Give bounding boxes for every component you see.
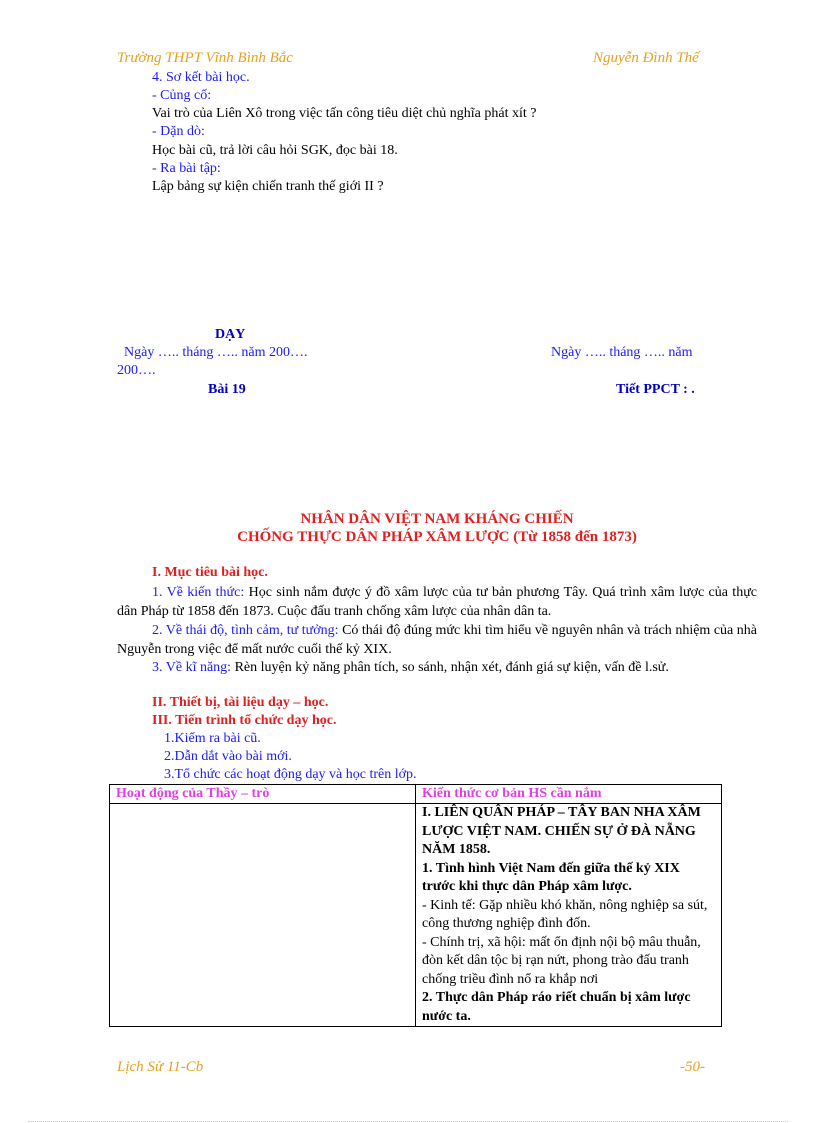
teach-label: DẠY	[215, 327, 246, 342]
date-right-continued: 200….	[117, 363, 156, 378]
reminder-text: Học bài cũ, trả lời câu hỏi SGK, đọc bài 18.	[152, 143, 398, 158]
politics-text: - Chính trị, xã hội: mất ổn định nội bộ mâu thuẫn, đòn kết dân tộc bị rạn nứt, phong trào đấu tranh chống triều đình nổ ra khắp nơi	[422, 934, 701, 987]
col-teacher-student-header: Hoạt động của Thầy – trò	[110, 785, 416, 804]
equipment-heading: II. Thiết bị, tài liệu dạy – học.	[152, 695, 329, 710]
date-left: Ngày ….. tháng ….. năm 200….	[124, 345, 308, 360]
header-author: Nguyễn Đình Thế	[593, 50, 699, 66]
skills-label: 3. Về kĩ năng:	[152, 660, 232, 675]
knowledge-label: 1. Về kiến thức:	[152, 585, 245, 600]
lesson-table	[109, 784, 722, 1027]
page-bottom-divider	[28, 1121, 788, 1122]
skills-paragraph	[117, 658, 757, 677]
reminder-label: - Dặn dò:	[152, 124, 205, 139]
economy-text: - Kinh tế: Gặp nhiều khó khăn, nông nghiệp sa sút, công thương nghiệp đình đốn.	[422, 897, 708, 931]
knowledge-text: Học sinh nắm được ý đồ xâm lược của tư bản phương Tây. Quá trình xâm lược của thực dân Pháp từ 1858 đến 1873. Cuộc đấu tranh chống xâm lược của nhân dân ta.	[117, 585, 757, 619]
attitude-paragraph	[117, 621, 757, 659]
process-step-1: 1.Kiểm ra bài cũ.	[164, 731, 261, 746]
table-header-row	[110, 785, 722, 804]
consolidation-label: - Củng cố:	[152, 88, 212, 103]
homework-label: - Ra bài tập:	[152, 161, 221, 176]
consolidation-text: Vai trò của Liên Xô trong việc tấn công tiêu diệt chủ nghĩa phát xít ?	[152, 106, 537, 121]
lesson-title-line1: NHÂN DÂN VIỆT NAM KHÁNG CHIẾN	[300, 511, 574, 527]
knowledge-paragraph	[117, 583, 757, 621]
skills-text: Rèn luyện kỷ năng phân tích, so sánh, nhận xét, đánh giá sự kiện, vấn đề l.sử.	[231, 660, 669, 675]
footer-subject: Lịch Sử 11-Cb	[117, 1059, 204, 1075]
lesson-number: Bài 19	[208, 382, 246, 397]
knowledge-cell	[416, 804, 722, 1027]
process-heading: III. Tiến trình tổ chức dạy học.	[152, 713, 337, 728]
footer-page-number: -50-	[680, 1059, 705, 1075]
header-school: Trường THPT Vĩnh Bình Bắc	[117, 50, 293, 66]
period-number: Tiết PPCT : .	[616, 382, 695, 397]
sub2-heading: 2. Thực dân Pháp ráo riết chuẩn bị xâm lược nước ta.	[422, 990, 691, 1024]
summary-heading: 4. Sơ kết bài học.	[152, 70, 250, 85]
objectives-heading: I. Mục tiêu bài học.	[152, 565, 268, 580]
col-knowledge-header: Kiến thức cơ bản HS cần nắm	[416, 785, 722, 804]
activity-cell	[110, 804, 416, 1027]
homework-text: Lập bảng sự kiện chiến tranh thế giới II ?	[152, 179, 384, 194]
section-heading: I. LIÊN QUÂN PHÁP – TÂY BAN NHA XÂM LƯỢC VIỆT NAM. CHIẾN SỰ Ở ĐÀ NẴNG NĂM 1858.	[422, 805, 701, 857]
date-right: Ngày ….. tháng ….. năm	[551, 345, 693, 360]
lesson-title-line2: CHỐNG THỰC DÂN PHÁP XÂM LƯỢC (Từ 1858 đến 1873)	[237, 529, 637, 545]
attitude-label: 2. Về thái độ, tình cảm, tư tưởng:	[152, 623, 339, 638]
process-step-2: 2.Dẫn dắt vào bài mới.	[164, 749, 292, 764]
attitude-text: Có thái độ đúng mức khi tìm hiểu về nguyên nhân và trách nhiệm của nhà Nguyễn trong việc để mất nước cuối thế kỷ XIX.	[117, 623, 757, 657]
process-step-3: 3.Tổ chức các hoạt động dạy và học trên lớp.	[164, 767, 417, 782]
table-row	[110, 804, 722, 1027]
sub1-heading: 1. Tình hình Việt Nam đến giữa thế kỷ XIX trước khi thực dân Pháp xâm lược.	[422, 860, 680, 894]
